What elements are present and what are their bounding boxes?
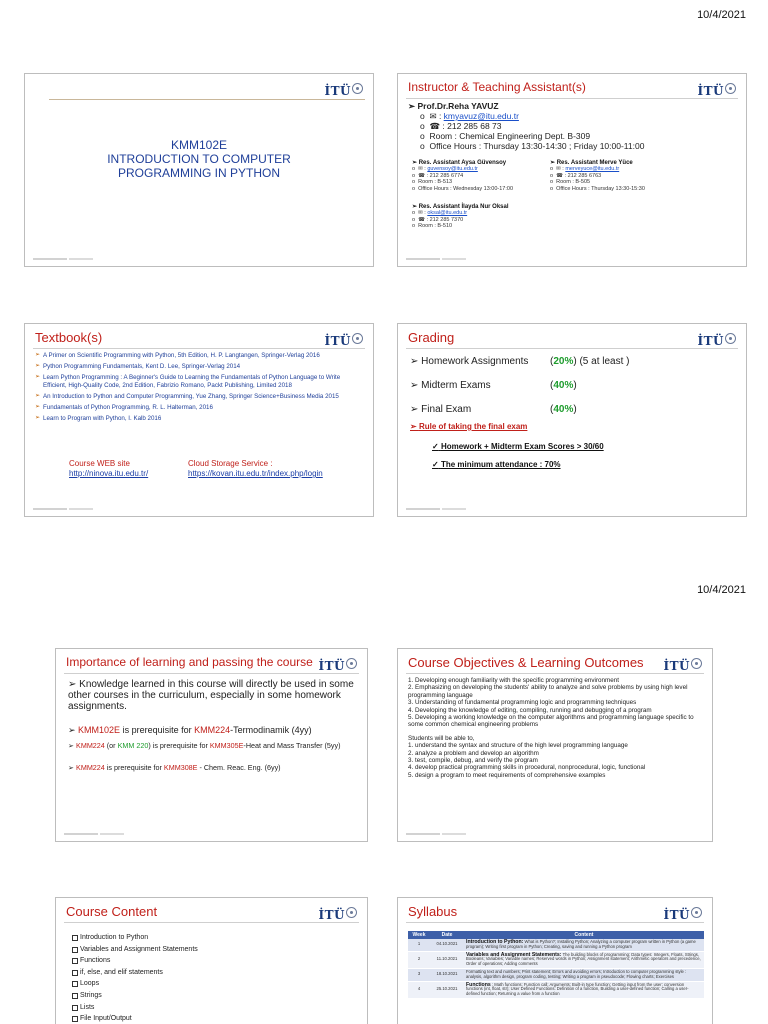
list-item: Lists	[72, 1002, 198, 1014]
slide-course-content	[55, 897, 368, 1024]
grade-item: ➢ Midterm Exams (40%)	[410, 380, 577, 391]
slide-objectives	[397, 648, 713, 842]
table-row	[408, 951, 704, 968]
slide-title	[24, 73, 374, 267]
list-item: 5. design a program to meet requirements of comprehensive examples	[408, 771, 606, 779]
course-title-line: INTRODUCTION TO COMPUTER	[107, 152, 291, 166]
week-cell: 4	[408, 981, 430, 998]
final-rule: ➢ Rule of taking the final exam	[410, 422, 528, 431]
itu-logo: İTÜ	[663, 907, 702, 922]
itu-logo: İTÜ	[318, 907, 357, 922]
list-item: 3. Understanding of fundamental programming logic and programming techniques	[408, 699, 637, 707]
list-item: Strings	[72, 990, 198, 1002]
professor-contact: o ✉ : kmyavuz@itu.edu.tr o ☎ : 212 285 68 73 o Room : Chemical Engineering Dept. B-309 o Office Hours : Thursday 13:30-14:30 ; Friday 10:00-11:00	[420, 111, 645, 151]
syllabus-table	[408, 931, 704, 999]
footer	[33, 508, 67, 510]
seal-icon	[725, 333, 736, 344]
list-item: ➢ An Introduction to Python and Computer Programming, Yue Zhang, Springer Science+Business Media 2015	[35, 393, 365, 400]
assistant-card: ➢ Res. Assistant İlayda Nur Oksal o ✉ : oksal@itu.edu.tr o ☎ : 212 285 7370 o Room : B-510	[412, 204, 509, 230]
table-row	[408, 981, 704, 998]
slide-importance	[55, 648, 368, 842]
textbook-list	[35, 352, 365, 426]
list-item: 4. develop practical programming skills in procedural, nonprocedural, logic, functional	[408, 764, 646, 772]
seal-icon	[346, 658, 357, 669]
outcomes-intro: Students will be able to,	[408, 734, 475, 742]
content-cell: Formatting text and numbers; Print statement; Errors and avoiding errors; Introduction to computer programming style : analysis, algorithm design, program coding, testing; Writing a program in pseudocode; Flowing charts; Exercises	[464, 968, 704, 981]
list-item: 1. understand the syntax and structure of the high level programming language	[408, 742, 628, 750]
check-icon: ✓	[432, 460, 439, 469]
slide-heading: Textbook(s)	[35, 330, 103, 345]
list-item: 1. Developing enough familiarity with the specific programming environment	[408, 677, 620, 684]
course-code: KMM102E	[170, 138, 228, 152]
list-item: 2. analyze a problem and develop an algorithm	[408, 749, 539, 757]
rule-item: ✓ Homework + Midterm Exam Scores > 30/60	[432, 442, 604, 451]
footer	[406, 833, 440, 835]
column-header: Week	[408, 931, 430, 939]
slide-heading: Course Objectives & Learning Outcomes	[408, 655, 644, 670]
rule-item: ✓ The minimum attendance : 70%	[432, 460, 561, 469]
slide-heading: Syllabus	[408, 904, 458, 919]
list-item: Introduction to Python	[72, 932, 198, 944]
divider	[49, 99, 365, 100]
content-cell: Introduction to Python: What is Python?; Installing Python; Analyzing a computer program written in Python (a game program); Writing first program in Python; Creating, saving and running a Python program	[464, 939, 704, 951]
slide-textbooks	[24, 323, 374, 517]
list-item: Variables and Assignment Statements	[72, 944, 198, 956]
professor-name: ➢ Prof.Dr.Reha YAVUZ	[408, 101, 499, 111]
content-cell: Functions : Math functions; Function call; Arguments; Built-in type function; Getting input from the user; conversion functions (int, float, str); User Defined Functions: Definition of a function, Building a user-defined function; Calling a user-defined function; Returning a value from a function	[464, 981, 704, 998]
date-cell: 11.10.2021	[430, 951, 464, 968]
list-item: ➢ Fundamentals of Python Programming, R. L. Halterman, 2016	[35, 404, 365, 411]
itu-logo: İTÜ	[324, 333, 363, 348]
footer	[69, 258, 93, 260]
importance-text: ➢ Knowledge learned in this course will directly be used in some other courses in the curriculum, especially in some homework assignments.	[68, 679, 354, 712]
slide-heading: Course Content	[66, 904, 158, 919]
list-item: ➢ Learn to Program with Python, I. Kalb 2016	[35, 415, 365, 422]
list-item: if, else, and elif statements	[72, 967, 198, 979]
prereq-line: ➢ KMM224 is prerequisite for KMM308E - Chem. Reac. Eng. (6yy)	[68, 763, 281, 772]
assistant-card: ➢ Res. Assistant Merve Yüce o ✉ : merveyuce@itu.edu.tr o ☎ : 212 285 6763 o Room : B-505 o Office Hours : Thursday 13:30-15:30	[550, 160, 645, 192]
check-icon: ✓	[432, 442, 439, 451]
date-cell: 18.10.2021	[430, 968, 464, 981]
cloud-link[interactable]: https://kovan.itu.edu.tr/index.php/login	[188, 469, 323, 478]
assistant-card: ➢ Res. Assistant Aysa Güvensoy o ✉ : guvensoy@itu.edu.tr o ☎ : 212 285 6774 o Room : B-513 o Office Hours : Wednesday 13:00-17:00	[412, 160, 514, 192]
footer	[100, 833, 124, 835]
itu-logo: İTÜ	[663, 658, 702, 673]
content-cell: Variables and Assignment Statements: The building blocks of programming; Data types: Integers, Floats, Strings, Booleans; Variables; Variable names; Reserved words in Python; Assignment statement; Arithmetic operators and precedence, Order of operations; Adding comments	[464, 951, 704, 968]
footer	[406, 508, 440, 510]
footer	[69, 508, 93, 510]
week-cell: 1	[408, 939, 430, 951]
divider	[406, 673, 704, 674]
footer	[442, 258, 466, 260]
email-link[interactable]: kmyavuz@itu.edu.tr	[443, 111, 519, 121]
page-date: 10/4/2021	[697, 9, 746, 21]
content-list	[72, 932, 198, 1024]
list-item: ➢ A Primer on Scientific Programming with Python, 5th Edition, H. P. Langtangen, Springer-Verlag 2016	[35, 352, 365, 359]
list-item: ➢ Learn Python Programming : A Beginner's Guide to Learning the Fundamentals of Python Language to Write Efficient, High-Quality Code, 2nd Edition, Fabrizio Romano, Packt Publishing, Limited 2018	[35, 374, 365, 388]
divider	[406, 98, 738, 99]
column-header: Date	[430, 931, 464, 939]
list-item: File Input/Output	[72, 1013, 198, 1024]
seal-icon	[352, 83, 363, 94]
slide-syllabus	[397, 897, 713, 1024]
list-item: 4. Developing the knowledge of editing, compiling, running and debugging of a program	[408, 706, 652, 714]
objectives-list	[408, 677, 704, 779]
prereq-line: ➢ KMM224 (or KMM 220) is prerequisite for KMM305E-Heat and Mass Transfer (5yy)	[68, 741, 341, 750]
footer	[442, 508, 466, 510]
table-row	[408, 968, 704, 981]
date-cell: 25.10.2021	[430, 981, 464, 998]
web-label: Course WEB site	[69, 459, 130, 468]
slide-heading: Instructor & Teaching Assistant(s)	[408, 80, 586, 94]
divider	[406, 922, 704, 923]
itu-logo: İTÜ	[697, 333, 736, 348]
grade-item: ➢ Homework Assignments (20%) (5 at least )	[410, 356, 630, 367]
footer	[442, 833, 466, 835]
column-header: Content	[464, 931, 704, 939]
cloud-storage	[188, 459, 323, 479]
list-item: Functions	[72, 955, 198, 967]
slide-heading: Grading	[408, 330, 455, 345]
itu-logo: İTÜ	[324, 83, 363, 98]
seal-icon	[346, 907, 357, 918]
seal-icon	[691, 907, 702, 918]
week-cell: 3	[408, 968, 430, 981]
list-item: 3. test, compile, debug, and verify the program	[408, 757, 538, 765]
course-web	[69, 459, 148, 479]
list-item: ➢ Python Programming Fundamentals, Kent D. Lee, Springer-Verlag 2014	[35, 363, 365, 370]
footer	[64, 833, 98, 835]
grade-item: ➢ Final Exam (40%)	[410, 404, 577, 415]
itu-logo: İTÜ	[318, 658, 357, 673]
page-date: 10/4/2021	[697, 584, 746, 596]
phone-icon: ☎	[429, 121, 441, 131]
list-item: Loops	[72, 978, 198, 990]
course-title-line: PROGRAMMING IN PYTHON	[117, 166, 280, 180]
table-row	[408, 939, 704, 951]
footer	[33, 258, 67, 260]
divider	[33, 348, 365, 349]
seal-icon	[691, 658, 702, 669]
list-item: 2. Emphasizing on developing the students' ability to analyze and solve problems by using high level programming language	[408, 684, 688, 699]
email-icon: ✉	[429, 111, 437, 121]
divider	[406, 348, 738, 349]
divider	[64, 673, 359, 674]
seal-icon	[352, 333, 363, 344]
date-cell: 04.10.2021	[430, 939, 464, 951]
course-title	[25, 138, 373, 180]
list-item: 5. Developing a working knowledge on the computer algorithms and programming language specific to some common chemical engineering problems	[408, 714, 694, 729]
footer	[406, 258, 440, 260]
slide-instructor	[397, 73, 747, 267]
prereq-line: ➢ KMM102E is prerequisite for KMM224-Termodinamik (4yy)	[68, 725, 312, 735]
divider	[64, 922, 359, 923]
seal-icon	[725, 83, 736, 94]
cloud-label: Cloud Storage Service :	[188, 459, 273, 468]
week-cell: 2	[408, 951, 430, 968]
itu-logo: İTÜ	[697, 83, 736, 98]
slide-heading: Importance of learning and passing the course	[66, 655, 313, 669]
slide-grading	[397, 323, 747, 517]
web-link[interactable]: http://ninova.itu.edu.tr/	[69, 469, 149, 478]
